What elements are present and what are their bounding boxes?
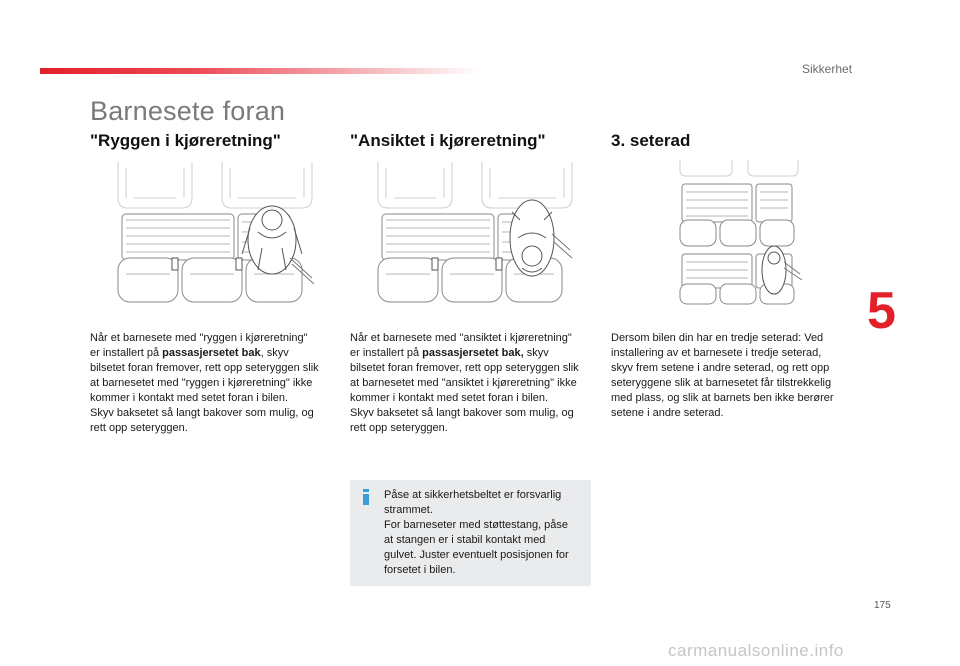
heading-forward-facing: "Ansiktet i kjøreretning" [350,131,546,150]
text-line: Når et barnesete med "ansiktet i kjøreretning" [350,332,572,344]
text-line: strammet. [384,504,433,516]
chapter-number: 5 [867,282,896,340]
page-title: Barnesete foran [90,96,286,126]
header-accent-bar [40,68,480,74]
text-span: skyv [523,347,549,359]
text-line: kommer i kontakt med setet foran i bilen. [90,392,289,404]
info-icon [362,489,370,505]
text-line: skyv frem setene i andre seterad, og rett opp [611,362,830,374]
watermark: carmanualsonline.info [668,641,844,660]
text-line: Påse at sikkerhetsbeltet er forsvarlig [384,489,562,501]
text-line [90,346,332,361]
text-line: Dersom bilen din har en tredje seterad: Ved [611,332,824,344]
text-line: seteryggene slik at barnesetet får tilstrekkelig [611,377,832,389]
rear-facing-instructions [90,331,332,436]
text-span: er installert på [90,347,163,359]
text-line: rett opp seteryggen. [350,422,448,434]
text-line: kommer i kontakt med setet foran i bilen. [350,392,549,404]
text-line: setene i andre seterad. [611,407,724,419]
forward-facing-seat-illustration [372,158,582,308]
third-row-instructions [611,331,853,421]
text-line [350,346,592,361]
heading-third-row: 3. seterad [611,131,691,150]
text-line: bilsetet foran fremover, rett opp seteryggen slik [350,362,579,374]
text-line: at barnesetet med "ryggen i kjøreretning" ikke [90,377,313,389]
text-line: gulvet. Juster eventuelt posisjonen for [384,549,569,561]
rear-facing-seat-illustration [112,158,322,308]
text-emphasis: passasjersetet bak, [422,347,524,359]
text-line: Skyv baksetet så langt bakover som mulig, og [350,407,574,419]
text-line: at barnesetet med "ansiktet i kjøreretning" ikke [350,377,577,389]
text-line: at stangen er i stabil kontakt med [384,534,546,546]
text-span: , skyv [260,347,289,359]
text-line: installering av et barnesete i tredje seterad, [611,347,822,359]
text-line: forsetet i bilen. [384,564,456,576]
info-text [384,488,584,578]
text-line: med plass, og slik at barnets ben ikke berører [611,392,834,404]
info-box [350,480,591,586]
third-row-seat-illustration [676,158,806,308]
heading-rear-facing: "Ryggen i kjøreretning" [90,131,281,150]
text-emphasis: passasjersetet bak [162,347,261,359]
text-span: er installert på [350,347,423,359]
forward-facing-instructions [350,331,592,436]
page-number: 175 [874,600,891,611]
text-line: Når et barnesete med "ryggen i kjøreretning" [90,332,308,344]
text-line: Skyv baksetet så langt bakover som mulig, og [90,407,314,419]
text-line: rett opp seteryggen. [90,422,188,434]
text-line: bilsetet foran fremover, rett opp seteryggen slik [90,362,319,374]
text-line: For barneseter med støttestang, påse [384,519,569,531]
section-label: Sikkerhet [802,62,853,76]
